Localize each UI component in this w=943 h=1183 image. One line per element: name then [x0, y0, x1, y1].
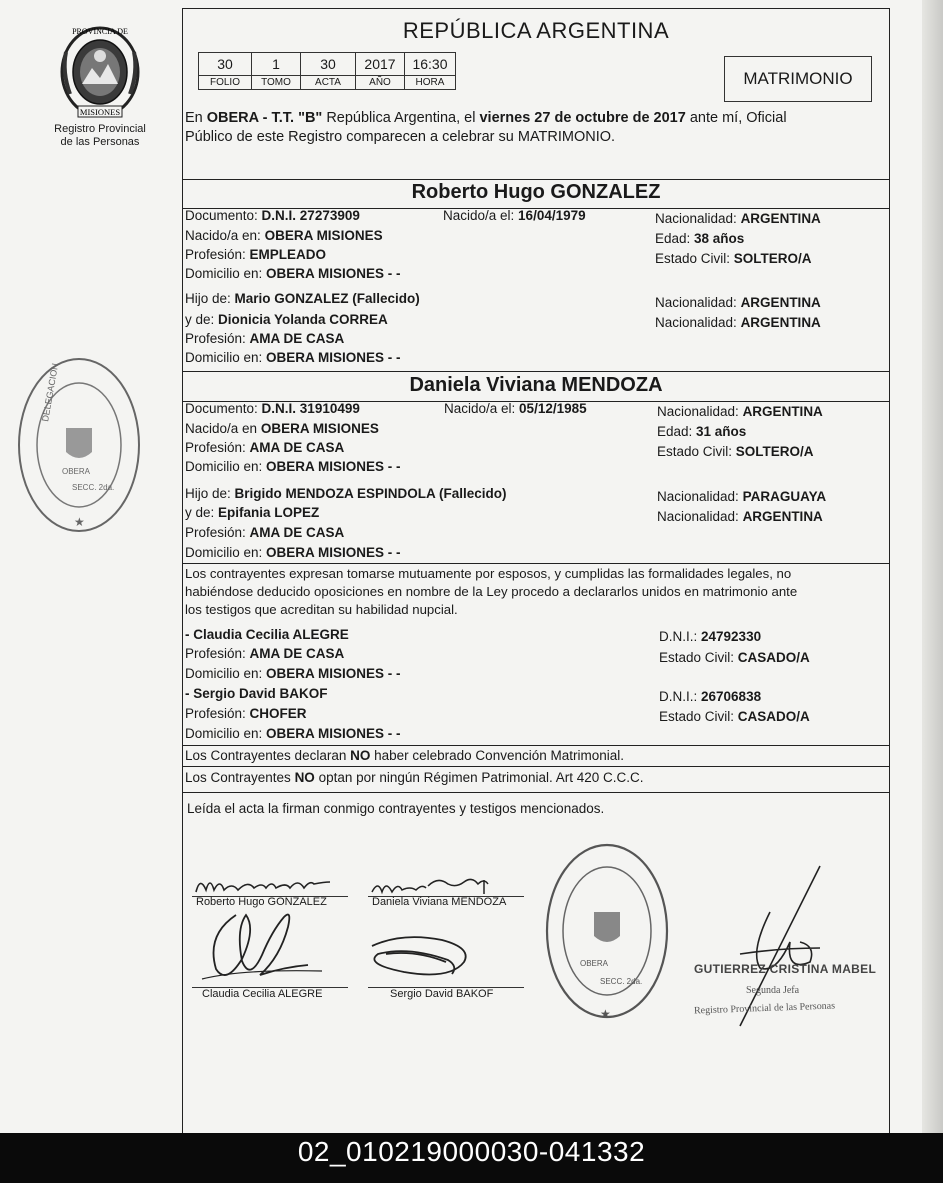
bride-signature-caption: Daniela Viviana MENDOZA — [372, 896, 507, 908]
groom-birthplace: Nacido/a en: OBERA MISIONES — [185, 228, 383, 243]
official-stamp-office: Registro Provincial de las Personas — [693, 1000, 836, 1017]
witness-2-profession: Profesión: CHOFER — [185, 706, 307, 721]
svg-text:PROVINCIA DE: PROVINCIA DE — [72, 27, 128, 36]
hour-value: 16:30 — [405, 53, 456, 76]
groom-father: Hijo de: Mario GONZALEZ (Fallecido) — [185, 291, 420, 306]
folio-label: FOLIO — [199, 76, 252, 90]
year-value: 2017 — [356, 53, 405, 76]
bride-father-nationality: Nacionalidad: PARAGUAYA — [657, 489, 827, 504]
groom-document: Documento: D.N.I. 27273909 — [185, 208, 360, 223]
registry-line-2: de las Personas — [60, 136, 140, 148]
svg-text:OBERA: OBERA — [62, 467, 91, 476]
bride-parent-profession: Profesión: AMA DE CASA — [185, 525, 345, 540]
witness-1-dni: D.N.I.: 24792330 — [659, 629, 762, 644]
groom-address: Domicilio en: OBERA MISIONES - - — [185, 266, 401, 281]
groom-parent-profession: Profesión: AMA DE CASA — [185, 331, 345, 346]
bride-parent-address: Domicilio en: OBERA MISIONES - - — [185, 545, 401, 560]
official-stamp-role: Segunda Jefa — [746, 985, 800, 996]
svg-text:MISIONES: MISIONES — [79, 107, 121, 117]
bride-nationality: Nacionalidad: ARGENTINA — [657, 404, 823, 419]
delegation-seal-left — [14, 352, 144, 538]
groom-civil-status: Estado Civil: SOLTERO/A — [655, 251, 812, 266]
groom-signature-caption: Roberto Hugo GONZALEZ — [196, 896, 327, 908]
document-title: REPÚBLICA ARGENTINA — [402, 18, 670, 43]
witness-1-signature — [196, 905, 336, 991]
witness-1-civil-status: Estado Civil: CASADO/A — [659, 650, 810, 665]
delegation-seal-center — [540, 838, 674, 1024]
witness-1-name: - Claudia Cecilia ALEGRE — [185, 627, 349, 642]
svg-text:★: ★ — [74, 515, 85, 529]
page-edge — [922, 0, 943, 1133]
svg-text:★: ★ — [600, 1007, 611, 1021]
matrimonial-convention-line: Los Contrayentes declaran NO haber celebrado Convención Matrimonial. — [185, 748, 624, 763]
statement-line-2: habiéndose deducido oposiciones en nombre de la Ley procedo a declararlos unidos en matrimonio ante — [185, 584, 798, 599]
svg-text:SECC. 2da.: SECC. 2da. — [72, 483, 115, 492]
bride-birthplace: Nacido/a en OBERA MISIONES — [185, 421, 379, 436]
statement-line-1: Los contrayentes expresan tomarse mutuamente por esposos, y cumplidas las formalidades legales, no — [185, 566, 792, 581]
acta-value: 30 — [301, 53, 356, 76]
witness-2-dni: D.N.I.: 26706838 — [659, 689, 762, 704]
folio-value: 30 — [199, 53, 252, 76]
witness-1-signature-caption: Claudia Cecilia ALEGRE — [202, 988, 323, 1000]
year-label: AÑO — [356, 76, 405, 90]
intro-line-1: En OBERA - T.T. "B" República Argentina, el viernes 27 de octubre de 2017 ante mí, Oficial — [185, 110, 787, 126]
groom-father-nationality: Nacionalidad: ARGENTINA — [655, 295, 821, 310]
witness-2-name: - Sergio David BAKOF — [185, 686, 328, 701]
groom-birth-date: Nacido/a el: 16/04/1979 — [443, 208, 586, 223]
bride-mother-nationality: Nacionalidad: ARGENTINA — [657, 509, 823, 524]
witness-1-profession: Profesión: AMA DE CASA — [185, 646, 345, 661]
witness-1-address: Domicilio en: OBERA MISIONES - - — [185, 666, 401, 681]
groom-parent-address: Domicilio en: OBERA MISIONES - - — [185, 350, 401, 365]
groom-profession: Profesión: EMPLEADO — [185, 247, 327, 262]
groom-mother: y de: Dionicia Yolanda CORREA — [185, 312, 388, 327]
groom-age: Edad: 38 años — [655, 231, 745, 246]
svg-text:OBERA: OBERA — [580, 959, 609, 968]
witness-2-civil-status: Estado Civil: CASADO/A — [659, 709, 810, 724]
witness-2-signature — [366, 930, 478, 982]
tomo-value: 1 — [252, 53, 301, 76]
act-type-box: MATRIMONIO — [724, 56, 872, 102]
svg-text:SECC. 2da.: SECC. 2da. — [600, 977, 643, 986]
bride-father: Hijo de: Brigido MENDOZA ESPINDOLA (Fallecido) — [185, 486, 507, 501]
statement-line-3: los testigos que acreditan su habilidad nupcial. — [185, 602, 458, 617]
patrimonial-regime-line: Los Contrayentes NO optan por ningún Régimen Patrimonial. Art 420 C.C.C. — [185, 770, 644, 785]
bride-birth-date: Nacido/a el: 05/12/1985 — [444, 401, 587, 416]
intro-line-2: Público de este Registro comparecen a celebrar su MATRIMONIO. — [185, 129, 616, 145]
misiones-coat-of-arms-logo — [52, 22, 148, 120]
bride-civil-status: Estado Civil: SOLTERO/A — [657, 444, 814, 459]
closing-statement: Leída el acta la firman conmigo contrayentes y testigos mencionados. — [187, 801, 605, 816]
acta-label: ACTA — [301, 76, 356, 90]
bride-name-heading: Daniela Viviana MENDOZA — [409, 374, 663, 396]
hour-label: HORA — [405, 76, 456, 90]
groom-nationality: Nacionalidad: ARGENTINA — [655, 211, 821, 226]
bride-profession: Profesión: AMA DE CASA — [185, 440, 345, 455]
bride-address: Domicilio en: OBERA MISIONES - - — [185, 459, 401, 474]
witness-2-address: Domicilio en: OBERA MISIONES - - — [185, 726, 401, 741]
official-stamp-name: GUTIERREZ CRISTINA MABEL — [694, 962, 877, 976]
tomo-label: TOMO — [252, 76, 301, 90]
bride-age: Edad: 31 años — [657, 424, 747, 439]
registry-name — [40, 123, 160, 149]
scan-file-id: 02_010219000030-041332 — [297, 1136, 646, 1167]
witness-2-signature-caption: Sergio David BAKOF — [390, 988, 494, 1000]
registry-line-1: Registro Provincial — [54, 123, 146, 135]
reference-table — [198, 52, 456, 90]
bride-document: Documento: D.N.I. 31910499 — [185, 401, 360, 416]
svg-text:DELEGACION: DELEGACION — [40, 362, 61, 423]
groom-name-heading: Roberto Hugo GONZALEZ — [411, 181, 661, 203]
bride-mother: y de: Epifania LOPEZ — [185, 505, 320, 520]
groom-mother-nationality: Nacionalidad: ARGENTINA — [655, 315, 821, 330]
